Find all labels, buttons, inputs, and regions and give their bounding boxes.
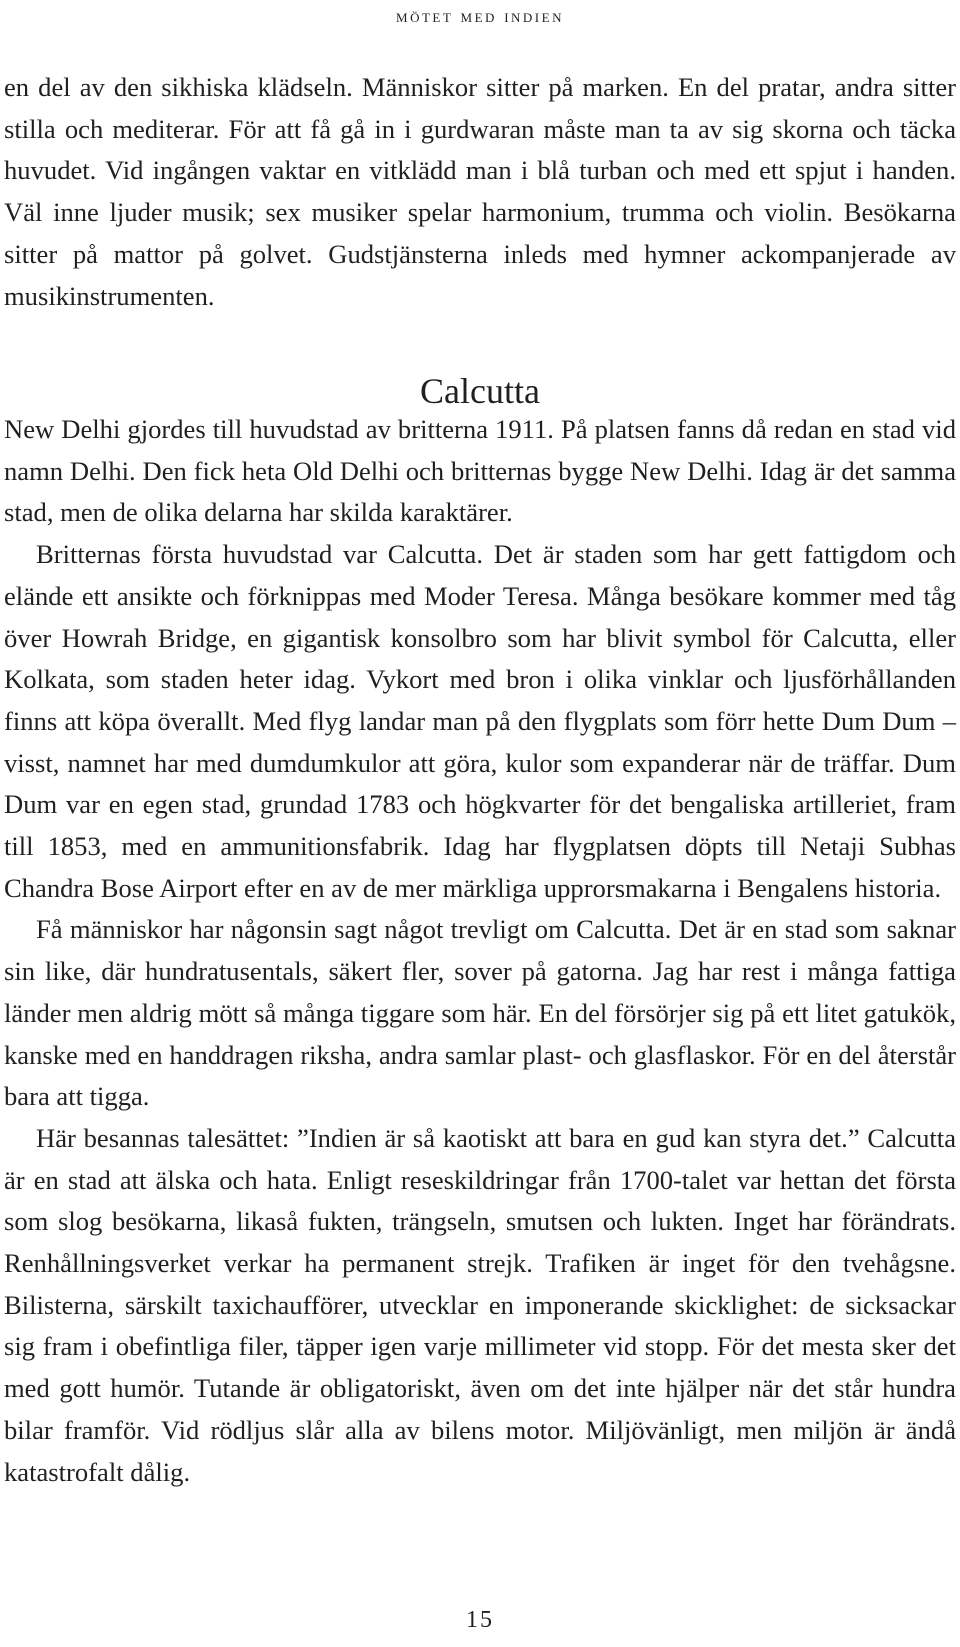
section-paragraph-3: Få människor har någonsin sagt något trevligt om Calcutta. Det är en stad som saknar sin like, där hundratusentals, säkert fler, sover på gatorna. Jag har rest i många fattiga länder men aldrig mött så många tiggare som här. En del försörjer sig på ett litet gatukök, kanske med en handdragen riksha, andra samlar plast- och glasflaskor. För en del återstår bara att tigga.	[4, 914, 956, 1112]
section-paragraph-4: Här besannas talesättet: ”Indien är så kaotiskt att bara en gud kan styra det.” Calcutta är en stad att älska och hata. Enligt reseskildringar från 1700-talet var hettan det första som slog besökarna, likaså fukten, trängseln, smutsen och lukten. Inget har förändrats. Renhållningsverket verkar ha permanent strejk. Trafiken är inget för den tvehågsne. Bilisterna, särskilt taxichaufförer, utvecklar en imponerande skicklighet: de sicksackar sig fram i obefintliga filer, täpper igen varje millimeter vid stopp. För det mesta sker det med gott humör. Tutande är obligatoriskt, även om det inte hjälper när det står hundra bilar framför. Vid rödljus slår alla av bilens motor. Miljövänligt, men miljön är ändå katastrofalt dålig.	[4, 1122, 956, 1487]
section-paragraph-1: New Delhi gjordes till huvudstad av britterna 1911. På platsen fanns då redan en stad vid namn Delhi. Den fick heta Old Delhi och britternas bygge New Delhi. Idag är det samma stad, men de olika delarna har skilda karaktärer.	[4, 414, 956, 528]
section-heading: Calcutta	[420, 371, 540, 411]
page-number: 15	[466, 1607, 494, 1633]
running-head: mötet med indien	[396, 6, 564, 27]
intro-text-block	[4, 67, 956, 317]
section-paragraph-2: Britternas första huvudstad var Calcutta. Det är staden som har gett fattigdom och elände ett ansikte och förknippas med Moder Teresa. Många besökare kommer med tåg över Howrah Bridge, en gigantisk konsolbro som har blivit symbol för Calcutta, eller Kolkata, som staden heter idag. Vykort med bron i olika vinklar och ljusförhållanden finns att köpa överallt. Med flyg landar man på den flygplats som förr hette Dum Dum – visst, namnet har med dumdumkulor att göra, kulor som expanderar när de träffar. Dum Dum var en egen stad, grundad 1783 och högkvarter för det bengaliska artilleriet, fram till 1853, med en ammunitionsfabrik. Idag har flygplatsen döpts till Netaji Subhas Chandra Bose Airport efter en av de mer märkliga upprorsmakarna i Bengalens historia.	[4, 539, 956, 903]
section-body	[4, 409, 956, 1493]
intro-paragraph: en del av den sikhiska klädseln. Människor sitter på marken. En del pratar, andra sitter stilla och mediterar. För att få gå in i gurdwaran måste man ta av sig skorna och täcka huvudet. Vid ingången vaktar en vitklädd man i blå turban och med ett spjut i handen. Väl inne ljuder musik; sex musiker spelar harmonium, trumma och violin. Besökarna sitter på mattor på golvet. Gudstjänsterna inleds med hymner ackompanjerade av musikinstrumenten.	[4, 72, 956, 311]
